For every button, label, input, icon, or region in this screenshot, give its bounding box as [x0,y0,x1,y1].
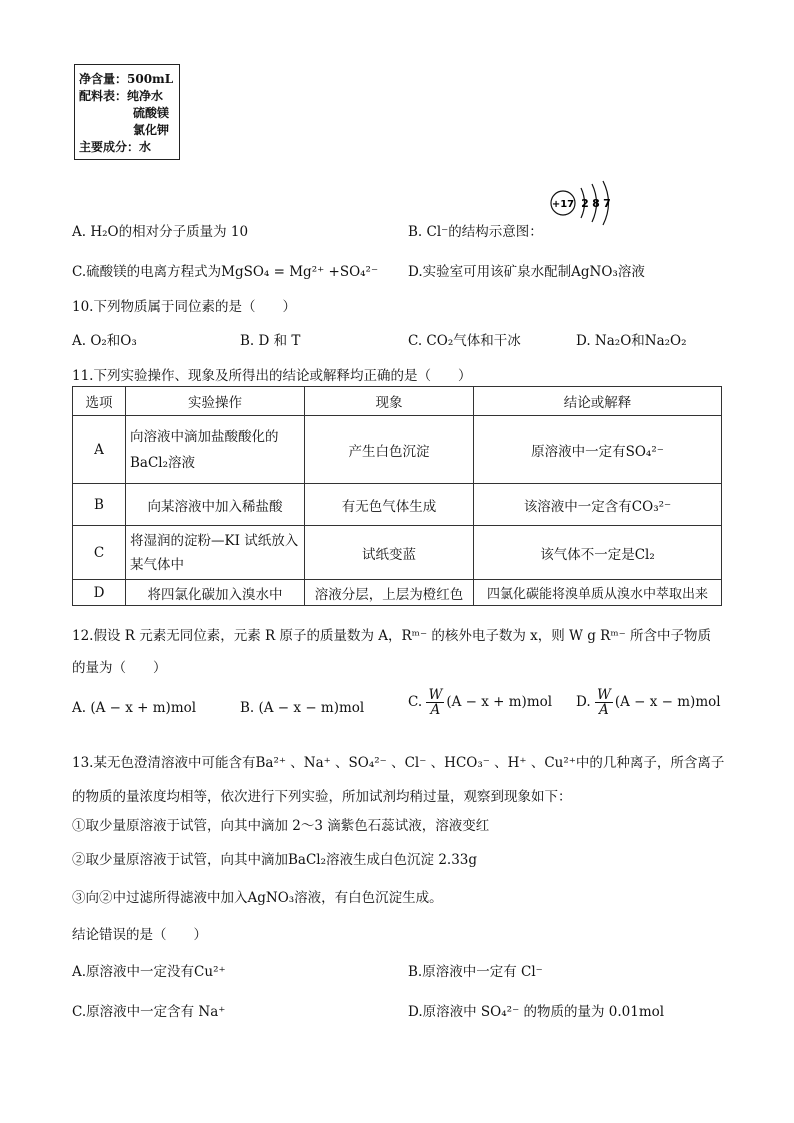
label-ingredient-mgso4: 硫酸镁 [133,106,170,120]
q13-option-c: C.原溶液中一定含有 Na⁺ [72,1004,226,1020]
q10-option-a: A. O₂和O₃ [72,333,137,349]
q13-stem-line1: 13.某无色澄清溶液中可能含有Ba²⁺ 、Na⁺ 、SO₄²⁻ 、Cl⁻ 、HCO₃⁻ 、H⁺ 、Cu²⁺中的几种离子，所含离子 [72,755,725,771]
q11-experiment-table [72,386,722,606]
q12-stem-line1: 12.假设 R 元素无同位素，元素 R 原子的质量数为 A，Rᵐ⁻ 的核外电子数为 x，则 W g Rᵐ⁻ 所含中子物质 [72,628,712,644]
table-row [73,526,722,580]
q9-option-c: C.硫酸镁的电离方程式为MgSO₄ = Mg²⁺ +SO₄²⁻ [72,264,379,280]
label-volume: 净含量：500mL [79,72,174,86]
row-b-conclusion: 该溶液中一定含有CO₃²⁻ [474,484,722,526]
header-conclusion: 结论或解释 [474,387,722,416]
q10-option-c: C. CO₂气体和干冰 [408,333,521,349]
q13-option-b: B.原溶液中一定有 Cl⁻ [408,964,543,980]
row-a-conclusion: 原溶液中一定有SO₄²⁻ [474,416,722,484]
q12-stem-line2: 的量为（ ） [72,660,167,676]
row-d-operation: 将四氯化碳加入溴水中 [126,580,305,606]
q12-option-b: B. (A − x − m)mol [240,700,365,716]
row-a-option: A [73,416,126,484]
header-option: 选项 [73,387,126,416]
row-c-option: C [73,526,126,580]
header-phenomenon: 现象 [305,387,474,416]
q12-option-a: A. (A − x + m)mol [72,700,197,716]
q12-option-d: D. $\frac{W}{A}$ (A − x − m)mol [576,687,721,718]
row-d-conclusion: 四氯化碳能将溴单质从溴水中萃取出来 [474,580,722,606]
q12-option-c: C. $\frac{W}{A}$ (A − x + m)mol [408,687,553,718]
label-main-component: 主要成分：水 [79,140,152,154]
label-ingredient-kcl: 氯化钾 [133,123,170,137]
table-row [73,416,722,484]
label-ingredients: 配料表：纯净水 [79,89,164,103]
row-b-operation: 向某溶液中加入稀盐酸 [126,484,305,526]
q9-option-b: B. Cl⁻的结构示意图： [408,224,543,240]
row-a-phenomenon: 产生白色沉淀 [305,416,474,484]
fraction: $\frac{W}{A}$ [428,687,443,718]
table-row [73,484,722,526]
row-c-operation: 将湿润的淀粉—KI 试纸放入某气体中 [126,526,305,580]
chloride-ion-structure-diagram [548,176,618,226]
shell-3-electrons: 7 [603,197,611,210]
q13-step-3: ③向②中过滤所得滤液中加入AgNO₃溶液，有白色沉淀生成。 [72,890,443,906]
q13-stem-line2: 的物质的量浓度均相等，依次进行下列实验，所加试剂均稍过量，观察到现象如下： [72,789,572,805]
product-label-box [74,64,180,160]
row-b-phenomenon: 有无色气体生成 [305,484,474,526]
q10-option-b: B. D 和 T [240,333,301,349]
shell-2-electrons: 8 [592,197,600,210]
table-header-row [73,387,722,416]
q13-step-1: ①取少量原溶液于试管，向其中滴加 2～3 滴紫色石蕊试液，溶液变红 [72,818,490,834]
q10-stem: 10.下列物质属于同位素的是（ ） [72,299,296,315]
row-d-option: D [73,580,126,606]
shell-1-electrons: 2 [581,197,589,210]
nucleus-label: +17 [551,199,575,210]
row-b-option: B [73,484,126,526]
q13-step-2: ②取少量原溶液于试管，向其中滴加BaCl₂溶液生成白色沉淀 2.33g [72,852,478,868]
q13-option-d: D.原溶液中 SO₄²⁻ 的物质的量为 0.01mol [408,1004,665,1020]
row-c-conclusion: 该气体不一定是Cl₂ [474,526,722,580]
header-operation: 实验操作 [126,387,305,416]
q13-ask: 结论错误的是（ ） [72,927,207,943]
table-row [73,580,722,606]
q9-option-a: A. H₂O的相对分子质量为 10 [72,224,249,240]
fraction: $\frac{W}{A}$ [596,687,611,718]
q9-option-d: D.实验室可用该矿泉水配制AgNO₃溶液 [408,264,645,280]
q11-stem: 11.下列实验操作、现象及所得出的结论或解释均正确的是（ ） [72,368,472,384]
q10-option-d: D. Na₂O和Na₂O₂ [576,333,687,349]
row-c-phenomenon: 试纸变蓝 [305,526,474,580]
row-a-operation: 向溶液中滴加盐酸酸化的BaCl₂溶液 [126,416,305,484]
row-d-phenomenon: 溶液分层，上层为橙红色 [305,580,474,606]
q13-option-a: A.原溶液中一定没有Cu²⁺ [72,964,226,980]
